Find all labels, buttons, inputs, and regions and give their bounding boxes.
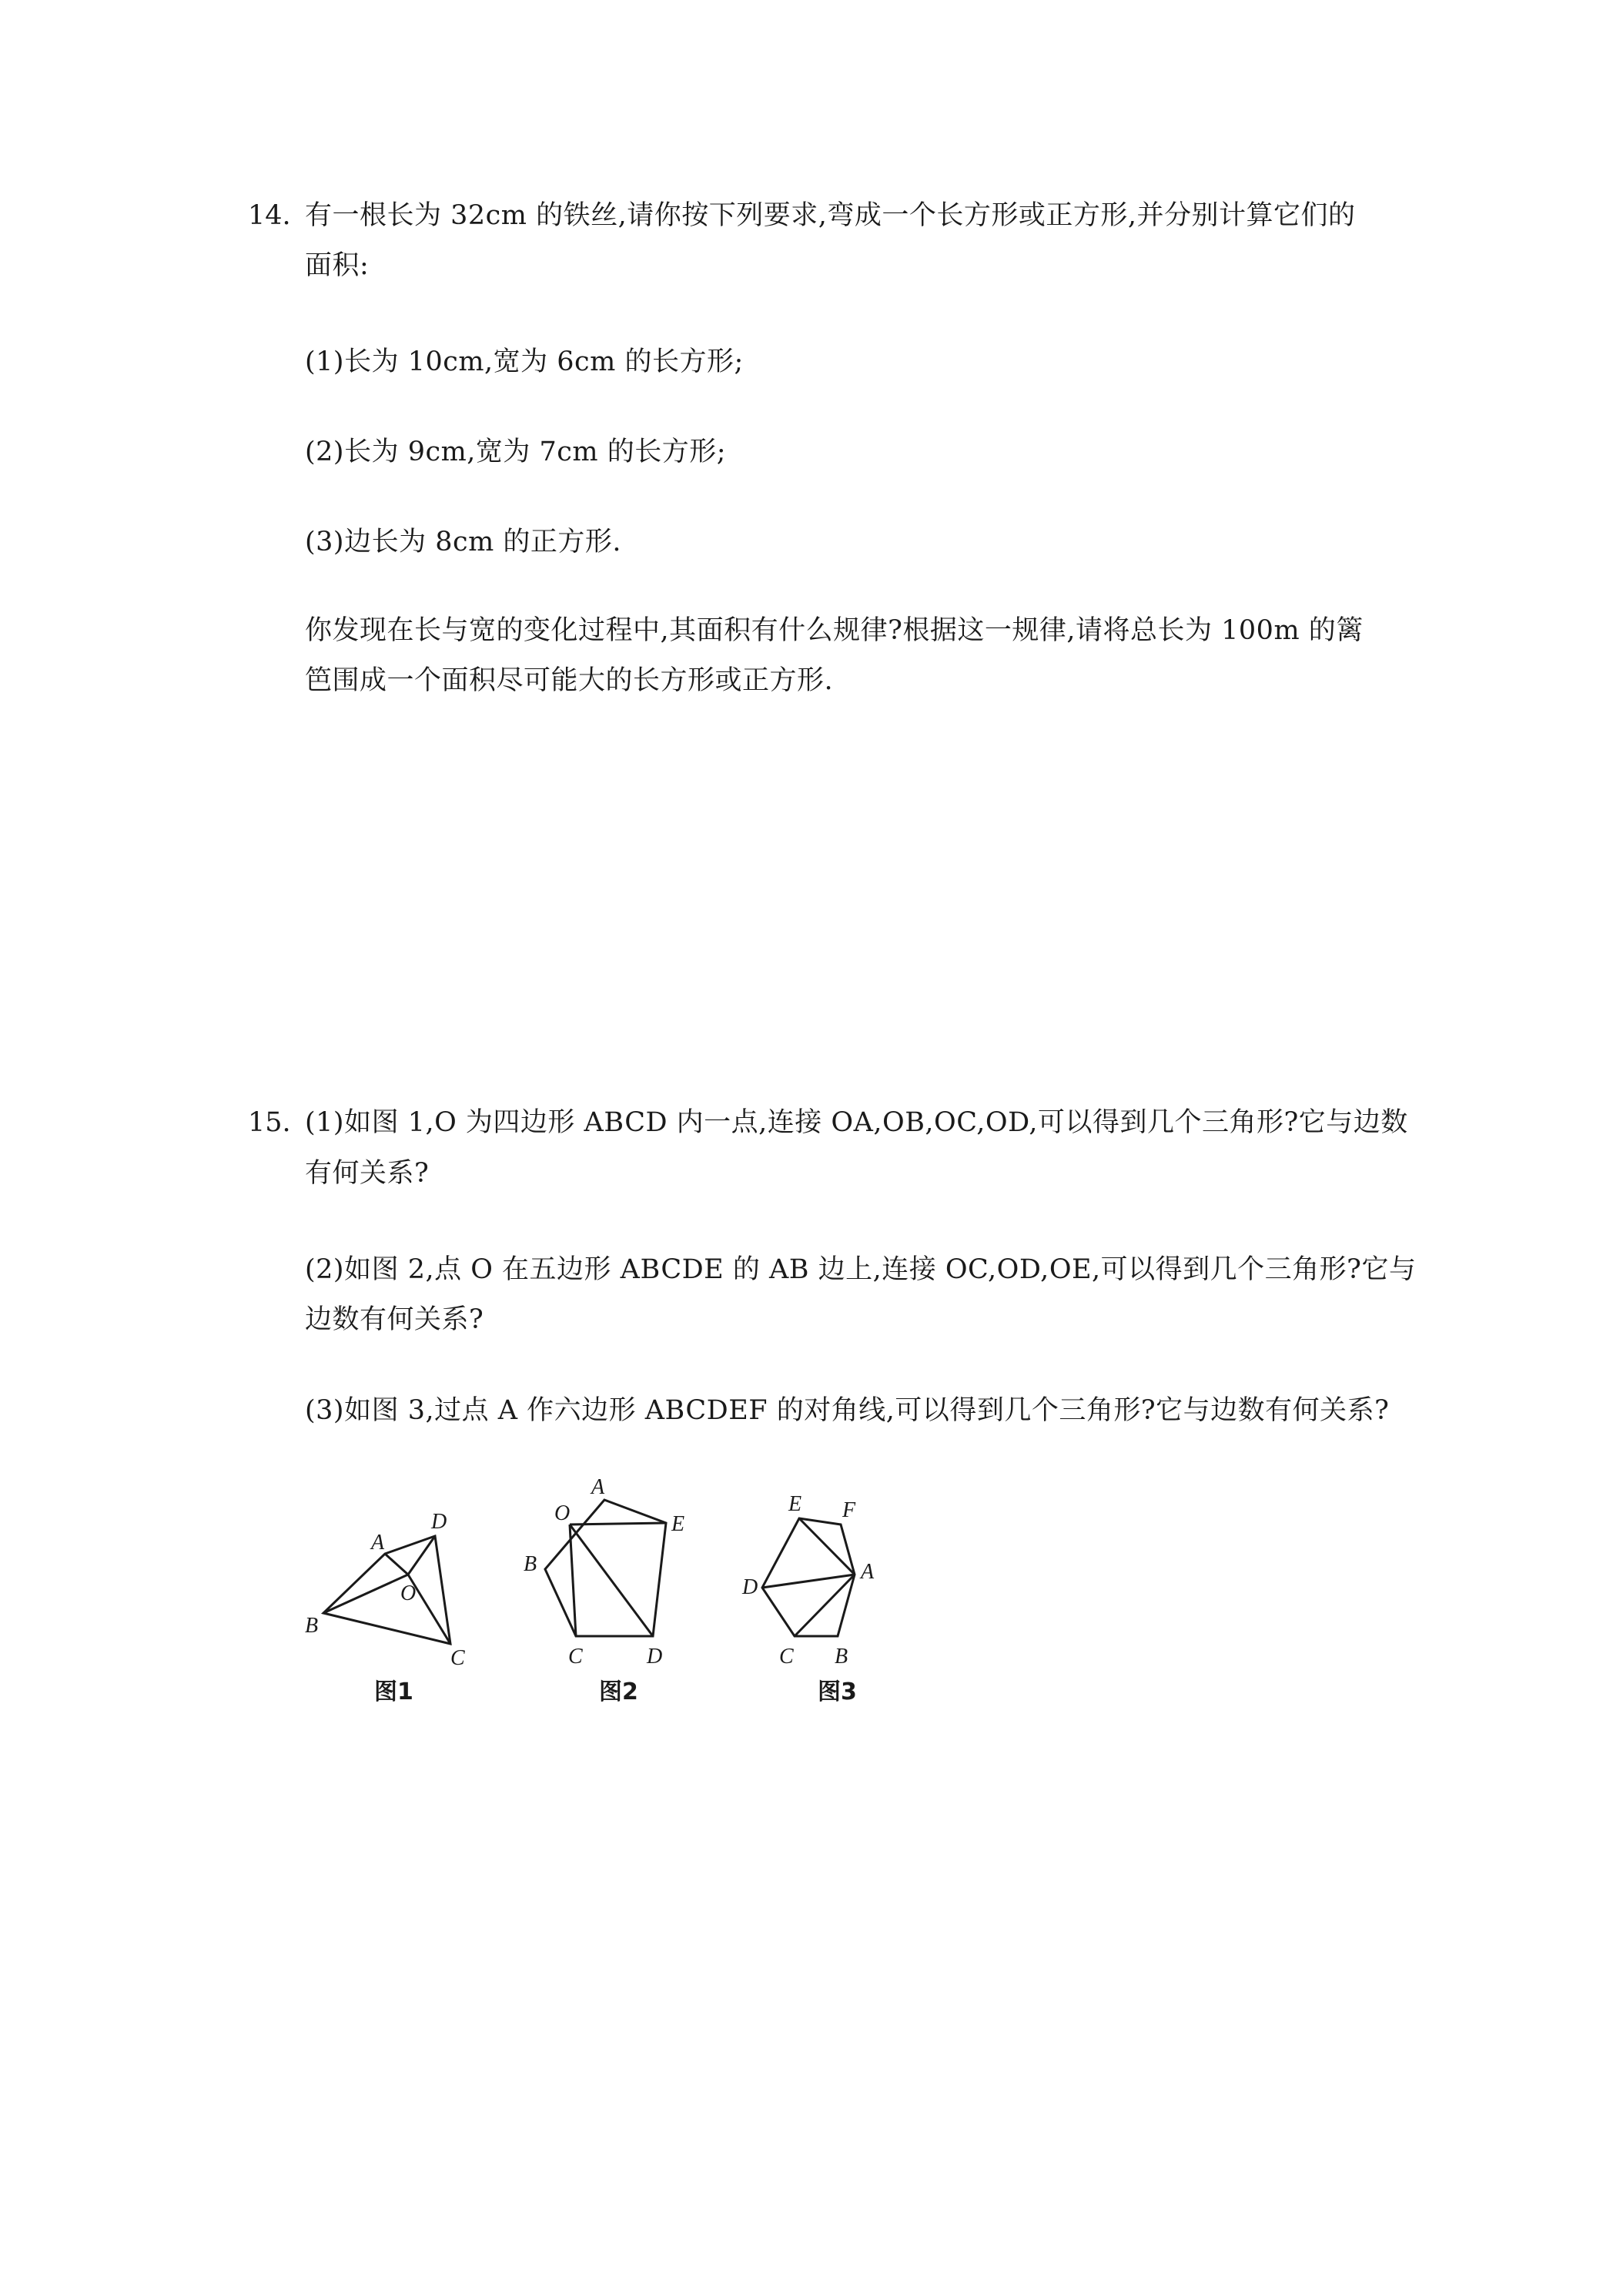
figure-1-label-d: D (431, 1510, 447, 1534)
question-15-number: 15. (248, 1107, 291, 1138)
figure-2-label-o: O (554, 1501, 571, 1525)
figure-2-caption: 图2 (599, 1678, 638, 1705)
figure-2-segment-od (570, 1525, 653, 1636)
question-15-part-1-line-1: (1)如图 1,O 为四边形 ABCD 内一点,连接 OA,OB,OC,OD,可以得到几个三角形?它与边数 (305, 1107, 1408, 1138)
figure-3-label-e: E (788, 1492, 802, 1516)
figure-1-label-o: O (400, 1581, 417, 1605)
figure-1-label-c: C (450, 1646, 465, 1670)
question-15-part-2-line-2: 边数有何关系? (305, 1304, 484, 1335)
question-14-part-3: (3)边长为 8cm 的正方形. (305, 527, 622, 557)
question-14-followup-1: 你发现在长与宽的变化过程中,其面积有什么规律?根据这一规律,请将总长为 100m 的篱 (305, 615, 1364, 646)
question-14-number: 14. (248, 200, 291, 231)
question-14-part-1: (1)长为 10cm,宽为 6cm 的长方形; (305, 346, 744, 377)
figure-3-caption: 图3 (818, 1678, 857, 1705)
figure-3-label-f: F (842, 1498, 856, 1522)
figure-3-diagram (731, 1478, 932, 1678)
figure-1 (293, 1494, 493, 1678)
figure-3-label-d: D (742, 1575, 758, 1599)
figure-2-diagram (508, 1471, 716, 1678)
question-14-part-2: (2)长为 9cm,宽为 7cm 的长方形; (305, 437, 726, 467)
question-15-part-2-line-1: (2)如图 2,点 O 在五边形 ABCDE 的 AB 边上,连接 OC,OD,OE,可以得到几个三角形?它与 (305, 1254, 1417, 1285)
figure-1-caption: 图1 (374, 1678, 413, 1705)
figure-2-segment-oe (570, 1523, 666, 1525)
question-15-part-3: (3)如图 3,过点 A 作六边形 ABCDEF 的对角线,可以得到几个三角形?它与边数有何关系? (305, 1395, 1390, 1426)
figure-2-label-e: E (671, 1512, 685, 1536)
figure-3-diagonal-ad (762, 1575, 855, 1588)
figure-1-segment-ob (323, 1575, 408, 1613)
question-14-followup-2: 笆围成一个面积尽可能大的长方形或正方形. (305, 665, 834, 696)
figure-1-label-b: B (305, 1614, 319, 1638)
figure-2-label-d: D (647, 1645, 663, 1668)
figure-3-label-c: C (779, 1645, 794, 1668)
figure-3-label-b: B (835, 1645, 848, 1668)
figure-1-diagram (293, 1494, 493, 1678)
figure-2-label-b: B (524, 1552, 537, 1576)
figure-2 (508, 1471, 716, 1678)
question-14-line-2: 面积: (305, 250, 370, 281)
figure-1-segment-oa (385, 1554, 408, 1575)
figure-2-label-a: A (591, 1475, 605, 1499)
figure-2-segment-oc (570, 1525, 576, 1636)
question-15-part-1-line-2: 有何关系? (305, 1158, 430, 1189)
figure-1-label-a: A (371, 1531, 385, 1555)
figure-1-quadrilateral (323, 1536, 450, 1644)
figure-2-label-c: C (568, 1645, 583, 1668)
figure-3-label-a: A (861, 1560, 875, 1584)
figure-3 (731, 1478, 932, 1678)
question-14-line-1: 有一根长为 32cm 的铁丝,请你按下列要求,弯成一个长方形或正方形,并分别计算它们的 (305, 200, 1356, 231)
